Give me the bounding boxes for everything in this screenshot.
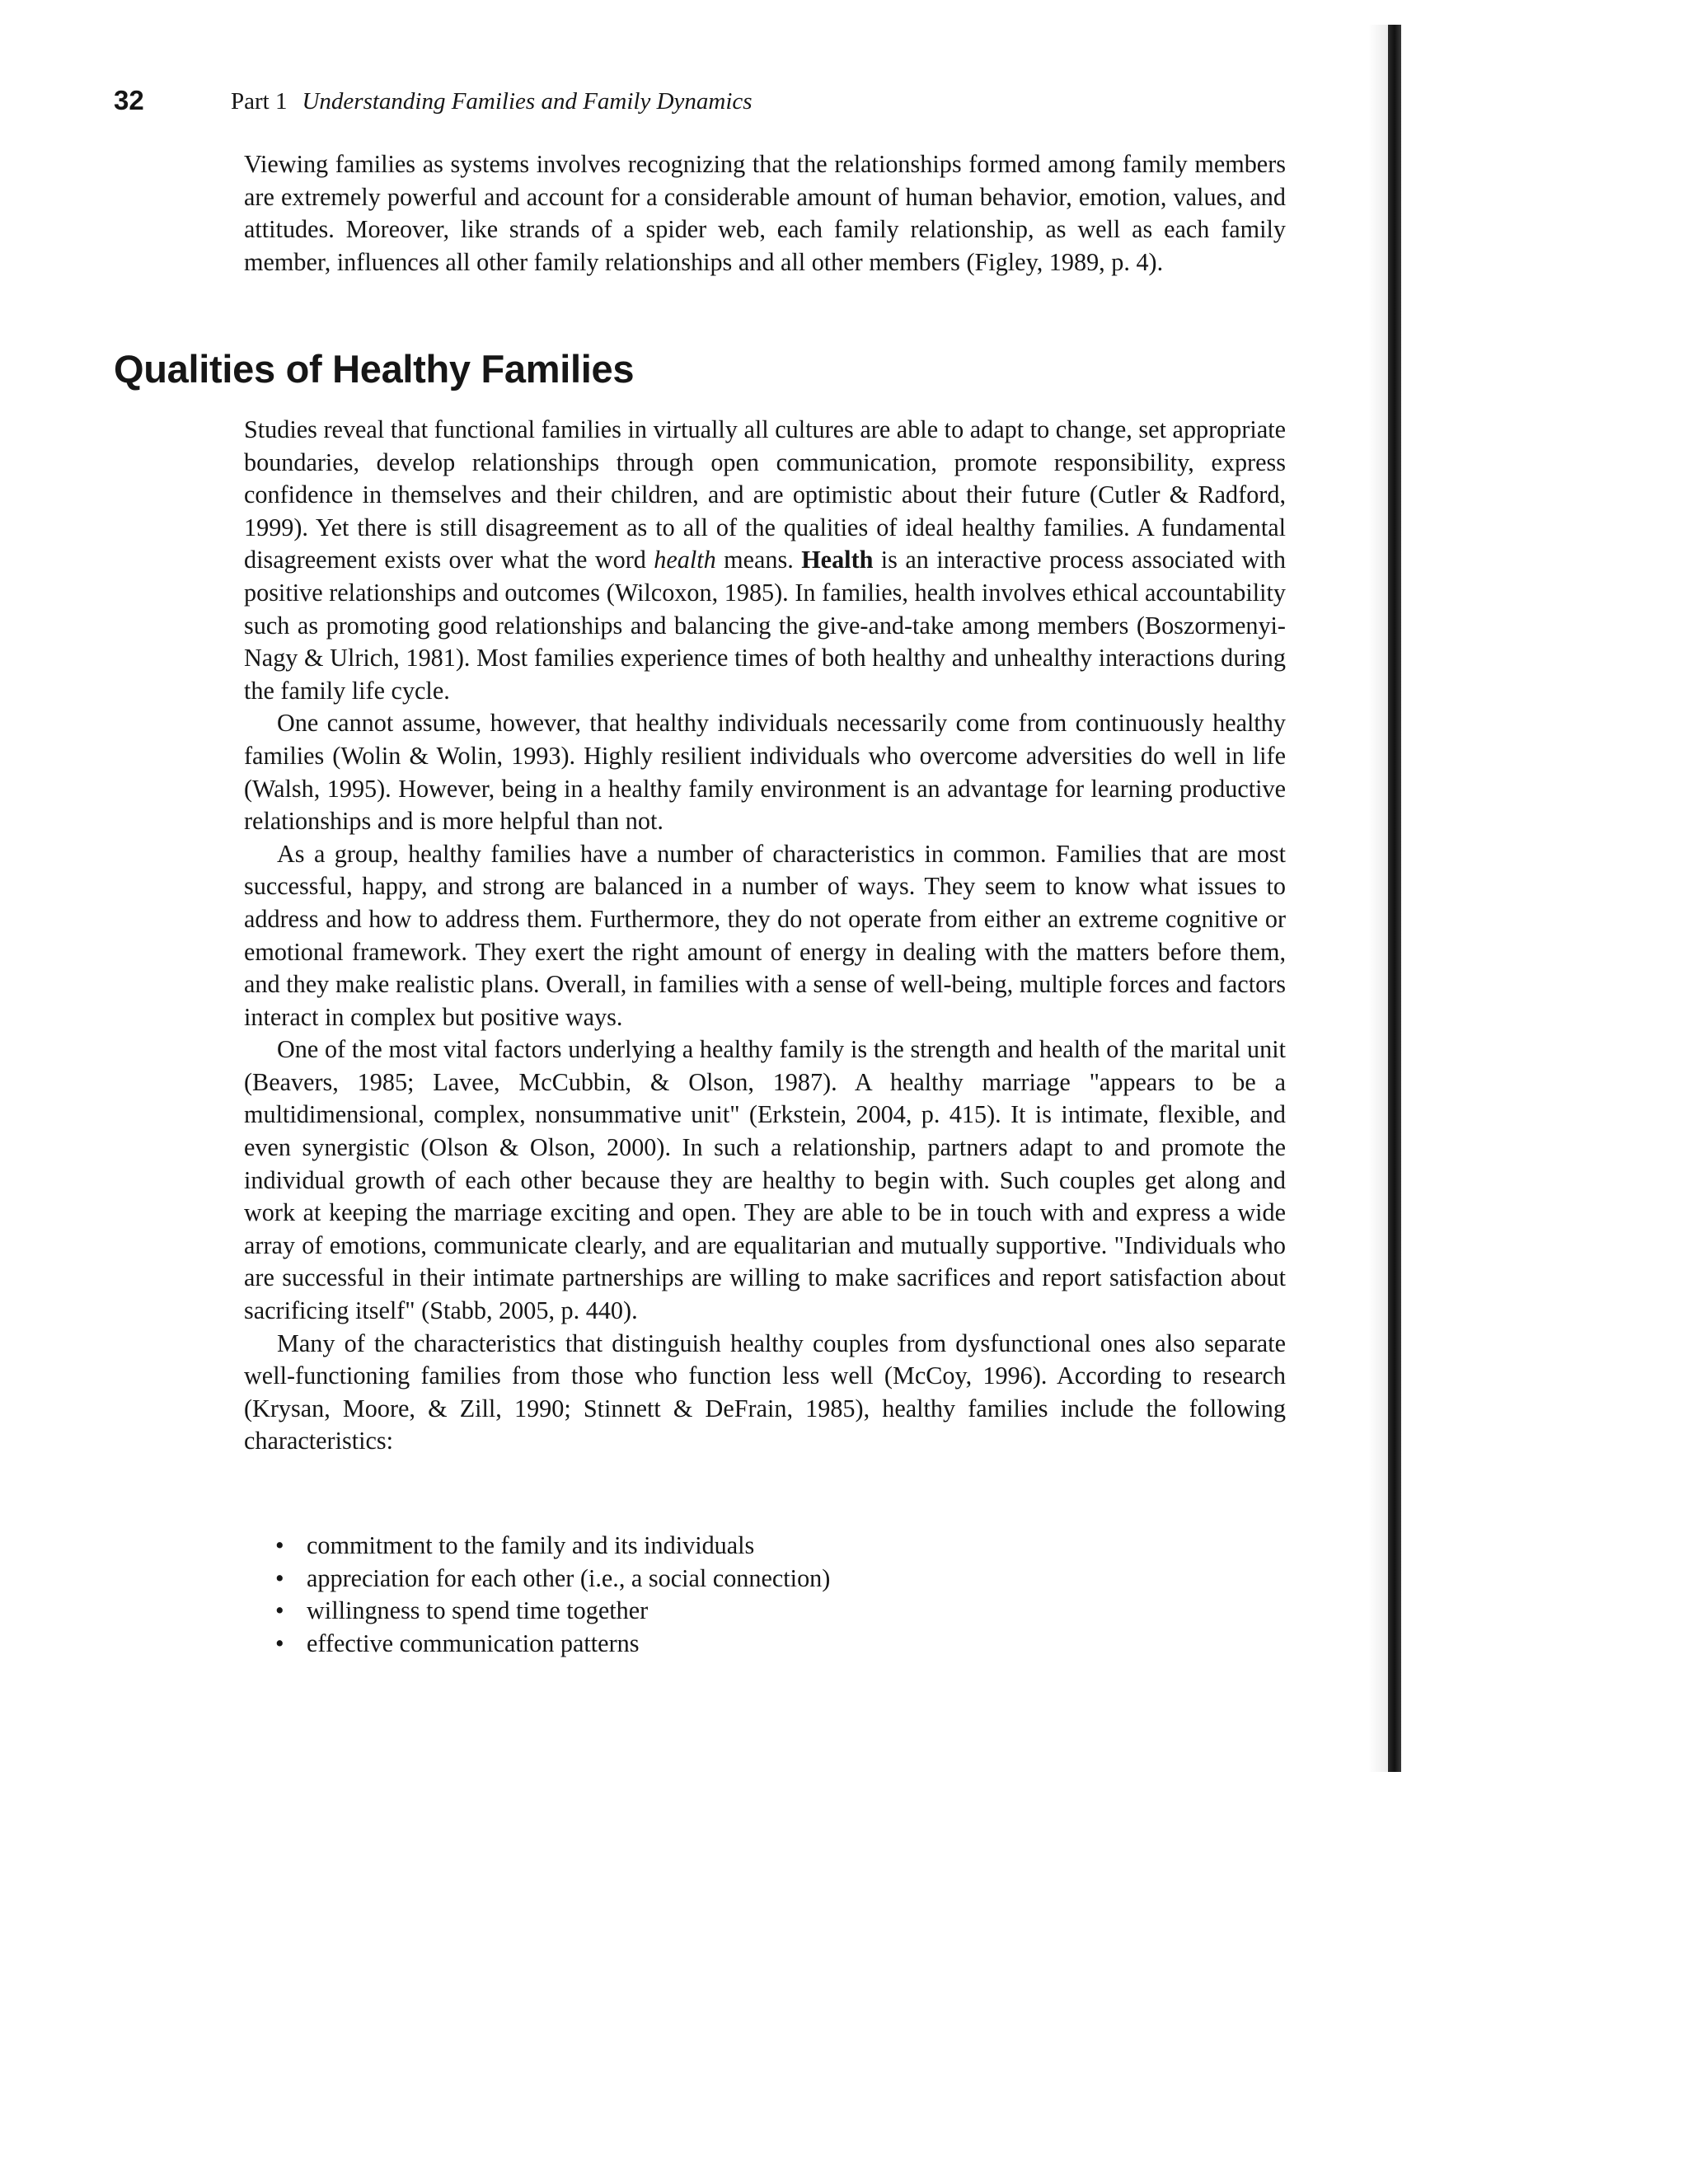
bullet-icon: • [275,1531,284,1559]
list-item-text: appreciation for each other (i.e., a social connection) [307,1563,831,1592]
section-heading: Qualities of Healthy Families [114,347,635,391]
paragraph-5: Many of the characteristics that distinguish healthy couples from dysfunctional ones also separate well-functioning families from those who function less well (McCoy, 1996). According to research (Krysan, Moore, & Zill, 1990; Stinnett & DeFrain, 1985), healthy families include the following characteristics: [244,1329,1286,1455]
list-item [275,1595,830,1628]
paragraph-1-bold-term: Health [801,546,874,574]
list-item-text: willingness to spend time together [307,1596,649,1625]
paragraph-4: One of the most vital factors underlying a healthy family is the strength and health of the marital unit (Beavers, 1985; Lavee, McCubbin, & Olson, 1987). A healthy marriage "appears to be a multidimensional, complex, nonsummative unit" (Erkstein, 2004, p. 415). It is intimate, flexible, and even synergistic (Olson & Olson, 2000). In such a relationship, partners adapt to and promote the individual growth of each other because they are healthy to begin with. Such couples get along and work at keeping the marriage exciting and open. They are able to be in touch with and express a wide array of emotions, communicate clearly, and are equalitarian and mutually supportive. "Individuals who are successful in their intimate partnerships are willing to make sacrifices and report satisfaction about sacrificing itself" (Stabb, 2005, p. 440). [244,1035,1286,1325]
paragraph-1-italic-term: health [654,546,716,574]
running-head-part: Part 1 [231,88,288,115]
paragraph-3: As a group, healthy families have a number of characteristics in common. Families that are most successful, happy, and strong are balanced in a number of ways. They seem to know what issues to address and how to address them. Furthermore, they do not operate from either an extreme cognitive or emotional framework. They exert the right amount of energy in dealing with the matters before them, and they make realistic plans. Overall, in families with a sense of well-being, multiple forces and factors interact in complex but positive ways. [244,839,1286,1031]
characteristics-list [275,1530,830,1660]
intro-paragraph: Viewing families as systems involves recognizing that the relationships formed among family members are extremely powerful and account for a considerable amount of human behavior, emotion, values, and attitudes. Moreover, like strands of a spider web, each family relationship, as well as each family member, influences all other family relationships and all other members (Figley, 1989, p. 4). [244,150,1286,276]
paragraph-1 [244,414,1286,707]
paragraph-1-part-b: means. [715,546,802,574]
page-number: 32 [114,85,144,115]
running-head [231,87,753,116]
paragraph-1-part-a: Studies reveal that functional families in virtually all cultures are able to adapt to change, set appropriate boundaries, develop relationships through open communication, promote responsibility, express confidence in themselves and their children, and are optimistic about their future (Cutler & Radford, 1999). Yet there is still disagreement as to all of the qualities of ideal healthy families. A fundamental disagreement exists over what the word [244,415,1286,574]
list-item-text: effective communication patterns [307,1629,640,1657]
bullet-icon: • [275,1563,284,1592]
list-item [275,1530,830,1563]
bullet-icon: • [275,1629,284,1657]
bullet-icon: • [275,1596,284,1625]
paragraph-1-part-c: is an interactive process associated with positive relationships and outcomes (Wilcoxon, 1985). In families, health involves ethical accountability such as promoting good relationships and balancing the give-and-take among members (Boszormenyi-Nagy & Ulrich, 1981). Most families experience times of both healthy and unhealthy interactions during the family life cycle. [244,546,1287,705]
list-item [275,1628,830,1661]
book-binding-edge [1388,25,1401,1772]
list-item [275,1563,830,1596]
running-head-title: Understanding Families and Family Dynamics [302,88,753,115]
binding-shadow [1368,25,1388,1772]
intro-block [244,148,1286,279]
section-body [244,414,1286,1458]
paragraph-2: One cannot assume, however, that healthy individuals necessarily come from continuously healthy families (Wolin & Wolin, 1993). Highly resilient individuals who overcome adversities do well in life (Walsh, 1995). However, being in a healthy family environment is an advantage for learning productive relationships and is more helpful than not. [244,709,1286,836]
list-item-text: commitment to the family and its individuals [307,1531,755,1559]
